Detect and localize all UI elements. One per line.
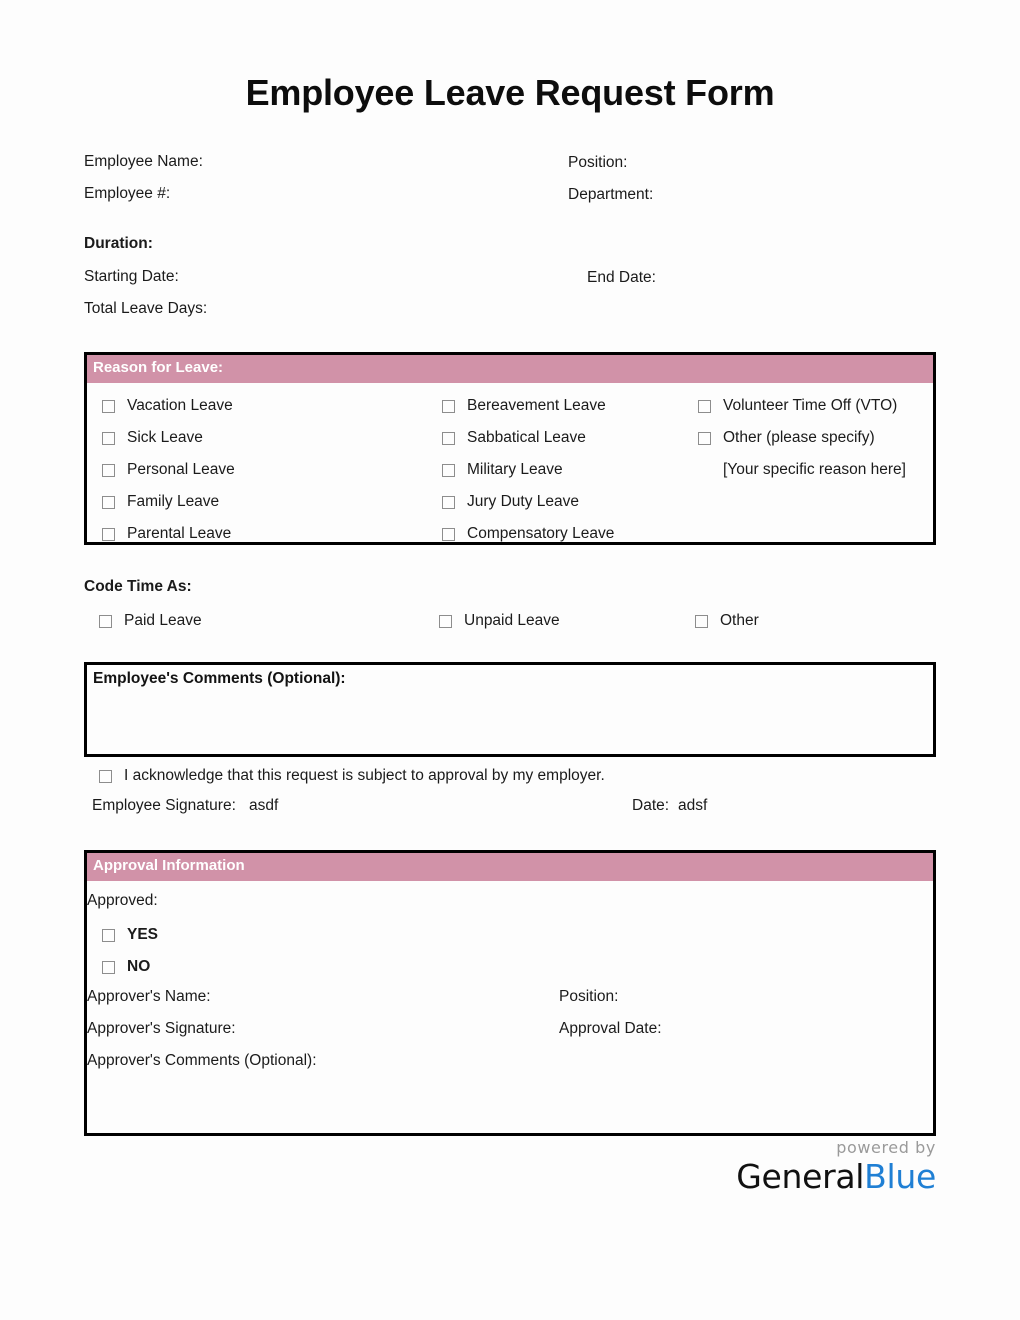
code-time-as-heading-row [84,578,936,600]
checkbox-approved-yes[interactable] [102,924,158,946]
checkbox-military-leave[interactable] [442,459,563,481]
brand-blue-text: Blue [864,1157,936,1196]
employee-number-label: Employee #: [84,185,171,202]
acknowledgement-label: I acknowledge that this request is subject to approval by my employer. [124,767,605,784]
checkbox-label: Sabbatical Leave [467,429,586,446]
checkbox-label: Family Leave [127,493,220,510]
checkbox-icon[interactable] [442,400,455,413]
checkbox-label: Bereavement Leave [467,397,606,414]
signature-row [92,797,936,819]
approval-information-heading: Approval Information [87,853,933,881]
checkbox-label: Unpaid Leave [464,612,560,629]
employee-name-row [84,153,936,175]
checkbox-label: Paid Leave [124,612,202,629]
checkbox-icon[interactable] [698,432,711,445]
approver-position-label: Position: [559,988,619,1005]
generalblue-logo [736,1138,936,1196]
checkbox-approved-no[interactable] [102,956,150,978]
signature-date-value[interactable]: adsf [678,797,708,814]
checkbox-sabbatical-leave[interactable] [442,427,586,449]
checkbox-icon[interactable] [442,432,455,445]
checkbox-paid-leave[interactable] [99,610,202,632]
checkbox-label: Compensatory Leave [467,525,615,542]
reason-for-leave-heading: Reason for Leave: [87,355,933,383]
starting-date-row [84,268,936,290]
checkbox-icon[interactable] [442,528,455,541]
position-label: Position: [568,154,628,171]
approver-signature-label: Approver's Signature: [87,1020,236,1037]
employee-signature-label: Employee Signature: [92,797,236,814]
signature-date-label: Date: [632,797,670,814]
checkbox-other-code-time[interactable] [695,610,759,632]
department-label: Department: [568,186,654,203]
checkbox-icon[interactable] [102,929,115,942]
checkbox-icon[interactable] [439,615,452,628]
approver-name-label: Approver's Name: [87,988,211,1005]
checkbox-icon[interactable] [695,615,708,628]
reason-for-leave-section [84,352,936,545]
checkbox-icon[interactable] [102,464,115,477]
checkbox-label: Jury Duty Leave [467,493,579,510]
employee-signature-value[interactable]: asdf [249,797,279,814]
duration-heading-row [84,235,936,257]
checkbox-icon[interactable] [102,432,115,445]
powered-by-label: powered by [836,1138,936,1157]
checkbox-label: Other (please specify) [723,429,875,446]
checkbox-icon[interactable] [698,400,711,413]
checkbox-parental-leave[interactable] [102,523,231,545]
specific-reason-placeholder[interactable]: [Your specific reason here] [723,461,906,478]
checkbox-vacation-leave[interactable] [102,395,233,417]
checkbox-label: Personal Leave [127,461,235,478]
employee-number-row [84,185,936,207]
total-leave-days-row [84,300,936,322]
checkbox-label: YES [127,926,159,943]
brand-wordmark [736,1157,936,1196]
checkbox-sick-leave[interactable] [102,427,203,449]
checkbox-label: Other [720,612,759,629]
end-date-label: End Date: [587,269,656,286]
checkbox-label: Volunteer Time Off (VTO) [723,397,898,414]
checkbox-label: Vacation Leave [127,397,233,414]
checkbox-label: Military Leave [467,461,563,478]
approver-comments-label: Approver's Comments (Optional): [87,1052,317,1069]
checkbox-label: Sick Leave [127,429,203,446]
employee-comments-value[interactable] [93,697,927,750]
checkbox-compensatory-leave[interactable] [442,523,614,545]
duration-heading: Duration: [84,235,153,252]
total-leave-days-label: Total Leave Days: [84,300,208,317]
checkbox-bereavement-leave[interactable] [442,395,606,417]
checkbox-icon[interactable] [99,615,112,628]
checkbox-family-leave[interactable] [102,491,219,513]
page-title: Employee Leave Request Form [245,72,775,113]
approver-comments-value[interactable] [87,1079,927,1129]
approved-label: Approved: [87,892,158,909]
employee-comments-heading: Employee's Comments (Optional): [93,670,346,687]
checkbox-icon[interactable] [442,496,455,509]
checkbox-acknowledgement[interactable] [99,765,605,787]
checkbox-label: Parental Leave [127,525,232,542]
employee-comments-section[interactable] [84,662,936,757]
checkbox-icon[interactable] [102,496,115,509]
checkbox-icon[interactable] [442,464,455,477]
checkbox-icon[interactable] [102,400,115,413]
checkbox-jury-duty-leave[interactable] [442,491,579,513]
checkbox-icon[interactable] [102,528,115,541]
checkbox-icon[interactable] [99,770,112,783]
code-time-as-heading: Code Time As: [84,578,192,595]
approval-date-label: Approval Date: [559,1020,662,1037]
checkbox-other-please-specify[interactable] [698,427,875,449]
starting-date-label: Starting Date: [84,268,179,285]
checkbox-volunteer-time-off[interactable] [698,395,897,417]
checkbox-unpaid-leave[interactable] [439,610,560,632]
checkbox-personal-leave[interactable] [102,459,235,481]
checkbox-label: NO [127,958,151,975]
brand-general-text: General [736,1157,865,1196]
approval-information-section [84,850,936,1136]
checkbox-icon[interactable] [102,961,115,974]
employee-name-label: Employee Name: [84,153,203,170]
